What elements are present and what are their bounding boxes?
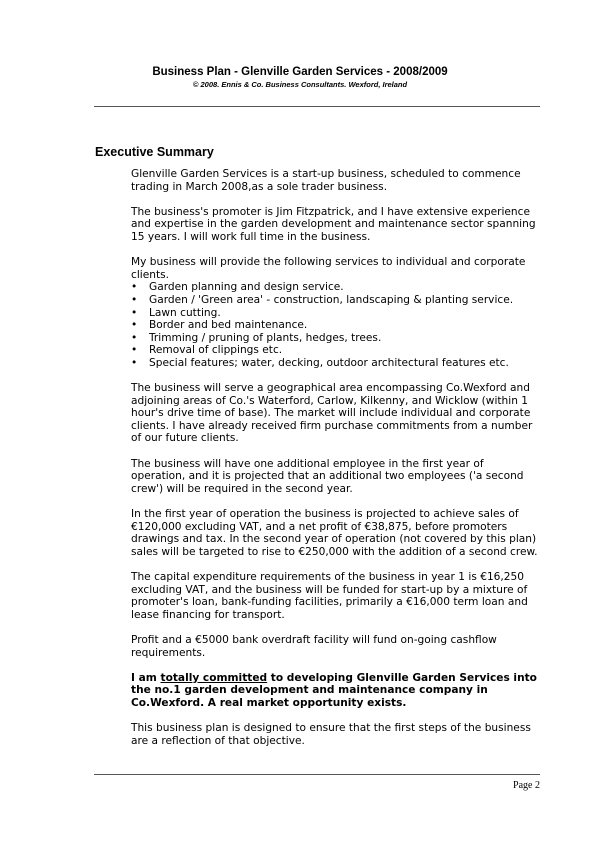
paragraph-services-intro: My business will provide the following services to individual and corporate clients. (131, 256, 526, 281)
header-divider (94, 106, 540, 107)
document-title: Business Plan - Glenville Garden Services - 2008/2009 (152, 66, 448, 78)
bullet-icon: • (131, 331, 138, 344)
paragraph-commitment: I am totally committed to developing Glenville Garden Services into the no.1 garden development and maintenance company in Co.Wexford. A real market opportunity exists. (131, 671, 537, 709)
bullet-icon: • (131, 293, 138, 306)
paragraph-capex: The capital expenditure requirements of the business in year 1 is €16,250 excluding VAT, and the business will be funded for start-up by a mixture of promoter's loan, bank-funding facilities, primarily a €16,000 term loan and lease financing for transport. (131, 571, 528, 621)
list-item: • Border and bed maintenance. (131, 319, 308, 332)
services-list (131, 281, 541, 369)
footer-divider (94, 774, 540, 775)
page-number: Page 2 (513, 780, 540, 791)
section-heading: Executive Summary (95, 145, 214, 159)
list-item: • Special features; water, decking, outdoor architectural features etc. (131, 356, 509, 369)
bullet-icon: • (131, 344, 138, 357)
section-body (131, 168, 541, 760)
list-item: • Trimming / pruning of plants, hedges, trees. (131, 331, 382, 344)
document-copyright: © 2008. Ennis & Co. Business Consultants. Wexford, Ireland (192, 80, 408, 89)
list-item: • Garden planning and design service. (131, 281, 344, 294)
paragraph-promoter: The business's promoter is Jim Fitzpatrick, and I have extensive experience and expertise in the garden development and maintenance sector spanning 15 years. I will work full time in the business. (131, 205, 536, 243)
paragraph-sales: In the first year of operation the business is projected to achieve sales of €120,000 excluding VAT, and a net profit of €38,875, before promoters drawings and tax. In the second year of operation (not covered by this plan) sales will be targeted to rise to €250,000 with the addition of a second crew. (131, 508, 538, 558)
list-item: • Removal of clippings etc. (131, 344, 283, 357)
bullet-icon: • (131, 281, 138, 294)
paragraph-market: The business will serve a geographical area encompassing Co.Wexford and adjoining areas of Co.'s Waterford, Carlow, Kilkenny, and Wicklow (within 1 hour's drive time of base). The market will include individual and corporate clients. I have already received firm purchase commitments from a number of our future clients. (131, 382, 533, 445)
paragraph-intro: Glenville Garden Services is a start-up business, scheduled to commence trading in March 2008,as a sole trader business. (131, 168, 521, 193)
bullet-icon: • (131, 306, 138, 319)
list-item: • Garden / 'Green area' - construction, landscaping & planting service. (131, 293, 514, 306)
bullet-icon: • (131, 319, 138, 332)
paragraph-objective: This business plan is designed to ensure that the first steps of the business are a reflection of that objective. (131, 722, 531, 747)
bullet-icon: • (131, 356, 138, 369)
paragraph-overdraft: Profit and a €5000 bank overdraft facility will fund on-going cashflow requirements. (131, 633, 497, 659)
paragraph-employees: The business will have one additional employee in the first year of operation, and it is projected that an additional two employees ('a second crew') will be required in the second year. (131, 457, 524, 495)
list-item: • Lawn cutting. (131, 306, 221, 319)
